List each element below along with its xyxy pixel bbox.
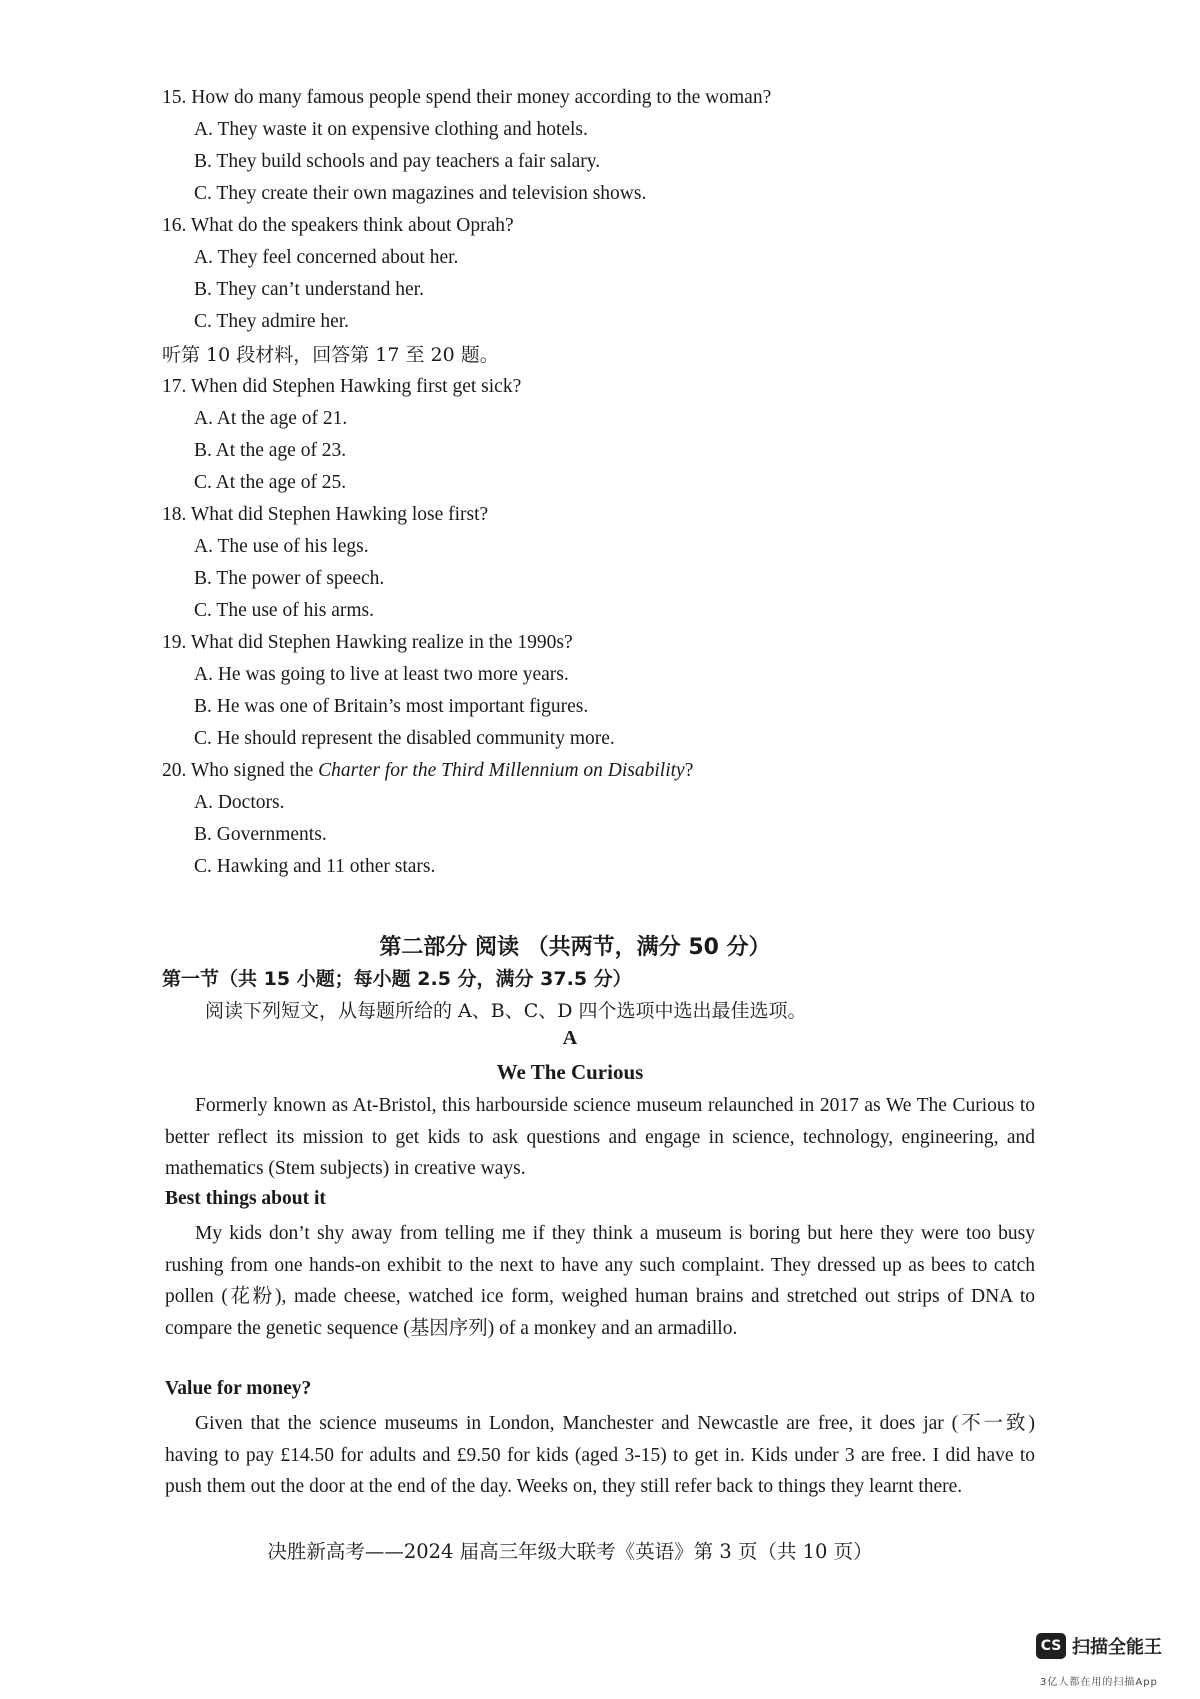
option: B. The power of speech. xyxy=(194,568,385,589)
heading-best-things: Best things about it xyxy=(165,1188,326,1209)
option: A. They waste it on expensive clothing and hotels. xyxy=(194,119,588,140)
option: B. He was one of Britain’s most important figures. xyxy=(194,696,589,717)
option: C. They create their own magazines and television shows. xyxy=(194,183,647,204)
scanner-watermark xyxy=(1036,1633,1162,1659)
page-footer: 决胜新高考——2024 届高三年级大联考《英语》第 3 页（共 10 页） xyxy=(267,1540,873,1563)
passage-intro: Formerly known as At-Bristol, this harbourside science museum relaunched in 2017 as We The Curious to better reflect its mission to get kids to ask questions and engage in science, technology, engineering, and mathematics (Stem subjects) in creative ways. xyxy=(165,1095,1035,1179)
scanner-tagline: 3亿人都在用的扫描App xyxy=(1040,1677,1158,1688)
section1-title: 第一节（共 15 小题；每小题 2.5 分，满分 37.5 分） xyxy=(162,968,632,990)
listening-instruction: 听第 10 段材料，回答第 17 至 20 题。 xyxy=(162,344,499,366)
question-15: 15. How do many famous people spend their money according to the woman? xyxy=(162,87,772,108)
option: C. At the age of 25. xyxy=(194,472,347,493)
option: B. They build schools and pay teachers a fair salary. xyxy=(194,151,601,172)
charter-title: Charter for the Third Millennium on Disability xyxy=(318,760,685,781)
heading-value-for-money: Value for money? xyxy=(165,1378,312,1399)
part2-title: 第二部分 阅读 （共两节，满分 50 分） xyxy=(379,935,771,960)
option: B. They can’t understand her. xyxy=(194,279,424,300)
section1-instruction: 阅读下列短文，从每题所给的 A、B、C、D 四个选项中选出最佳选项。 xyxy=(205,1000,807,1022)
option: C. The use of his arms. xyxy=(194,600,374,621)
passage-label: A xyxy=(562,1027,578,1049)
option: B. Governments. xyxy=(194,824,327,845)
passage-paragraph-2: Given that the science museums in London, Manchester and Newcastle are free, it does jar (不一致) having to pay £14.50 for adults and £9.50 for kids (aged 3-15) to get in. Kids under 3 are free. I did have to push them out the door at the end of the day. Weeks on, they still refer back to things they learnt there. xyxy=(165,1413,1035,1497)
option: A. They feel concerned about her. xyxy=(194,247,459,268)
question-18: 18. What did Stephen Hawking lose first? xyxy=(162,504,489,525)
question-20 xyxy=(162,759,693,783)
question-17: 17. When did Stephen Hawking first get sick? xyxy=(162,376,522,397)
option: A. At the age of 21. xyxy=(194,408,348,429)
camscanner-logo-icon: CS xyxy=(1036,1633,1066,1659)
option: A. He was going to live at least two more years. xyxy=(194,664,569,685)
question-19: 19. What did Stephen Hawking realize in the 1990s? xyxy=(162,632,573,653)
question-20-suffix: ? xyxy=(684,760,694,781)
option: B. At the age of 23. xyxy=(194,440,347,461)
option: A. Doctors. xyxy=(194,792,285,813)
passage-paragraph-1: My kids don’t shy away from telling me if they think a museum is boring but here they were too busy rushing from one hands-on exhibit to the next to have any such complaint. They dressed up as bees to catch pollen (花粉), made cheese, watched ice form, weighed human brains and stretched out strips of DNA to compare the genetic sequence (基因序列) of a monkey and an armadillo. xyxy=(165,1223,1035,1339)
question-16: 16. What do the speakers think about Oprah? xyxy=(162,215,514,236)
passage-title: We The Curious xyxy=(496,1060,644,1084)
option: C. They admire her. xyxy=(194,311,350,332)
option: A. The use of his legs. xyxy=(194,536,369,557)
question-20-prefix: 20. Who signed the xyxy=(162,760,319,781)
option: C. Hawking and 11 other stars. xyxy=(194,856,436,877)
scanner-name: 扫描全能王 xyxy=(1072,1637,1162,1658)
option: C. He should represent the disabled community more. xyxy=(194,728,615,749)
